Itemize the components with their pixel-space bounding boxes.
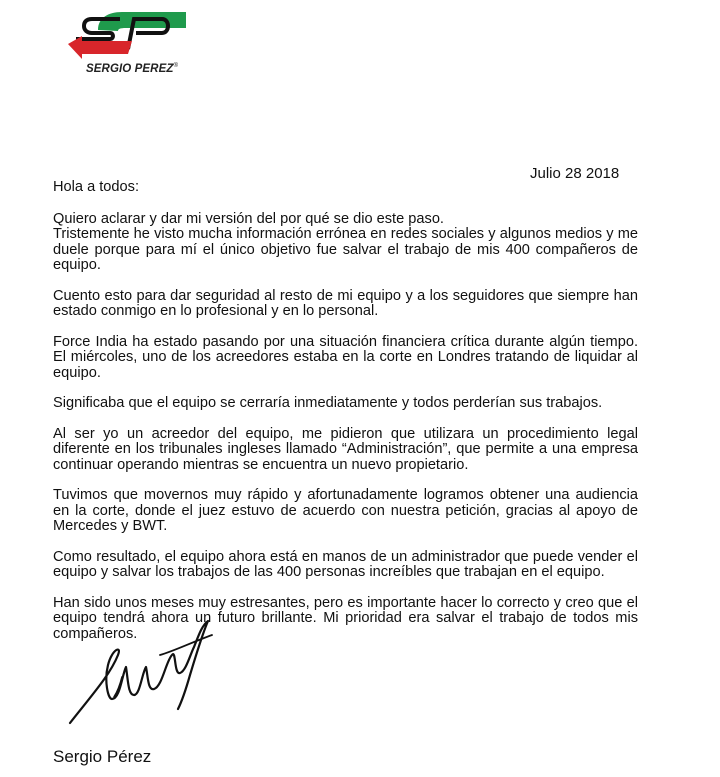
registered-mark: ® <box>173 63 178 70</box>
paragraph-5: Significaba que el equipo se cerraría inmediatamente y todos perderían sus trabajos. <box>53 395 603 411</box>
signer-name: Sergio Pérez <box>53 747 152 766</box>
letter-body <box>53 180 638 657</box>
handwritten-signature <box>62 615 222 725</box>
sp-logo-icon <box>62 6 192 66</box>
sergio-perez-logo <box>62 6 192 78</box>
letter-date: Julio 28 2018 <box>530 165 620 182</box>
paragraph-4: Force India ha estado pasando por una situación financiera crítica durante algún tiempo. El miércoles, uno de los acreedores estaba en la corte en Londres tratando de liquidar al equipo. <box>53 333 638 381</box>
logo-green-band <box>98 12 186 31</box>
paragraph-6: Al ser yo un acreedor del equipo, me pidieron que utilizara un procedimiento legal diferente en los tribunales ingleses llamado “Administración”, que permite a una empresa continuar operando mientras se encuentra un nuevo propietario. <box>53 425 638 473</box>
greeting: Hola a todos: <box>53 179 139 195</box>
paragraph-1: Quiero aclarar y dar mi versión del por qué se dio este paso. <box>53 210 444 227</box>
paragraph-3: Cuento esto para dar seguridad al resto de mi equipo y a los seguidores que siempre han estado conmigo en lo profesional y en lo personal. <box>53 287 638 319</box>
paragraph-2: Tristemente he visto mucha información errónea en redes sociales y algunos medios y me duele porque para mí el único objetivo fue salvar el trabajo de mis 400 compañeros de equipo. <box>53 226 638 273</box>
paragraph-7: Tuvimos que movernos muy rápido y afortunadamente logramos obtener una audiencia en la corte, donde el juez estuvo de acuerdo con nuestra petición, gracias al apoyo de Mercedes y BWT. <box>53 487 638 534</box>
logo-red-band-end <box>122 41 132 54</box>
logo-wordmark <box>86 63 196 75</box>
paragraph-8: Como resultado, el equipo ahora está en manos de un administrador que puede vender el equipo y salvar los trabajos de las 400 personas increíbles que trabajan en el equipo. <box>53 548 638 580</box>
paragraph-9: Han sido unos meses muy estresantes, pero es importante hacer lo correcto y creo que el equipo tendrá ahora un futuro brillante. Mi prioridad era salvar el trabajo de todos mis compañeros. <box>53 594 638 642</box>
logo-name: SERGIO PEREZ <box>86 63 174 75</box>
